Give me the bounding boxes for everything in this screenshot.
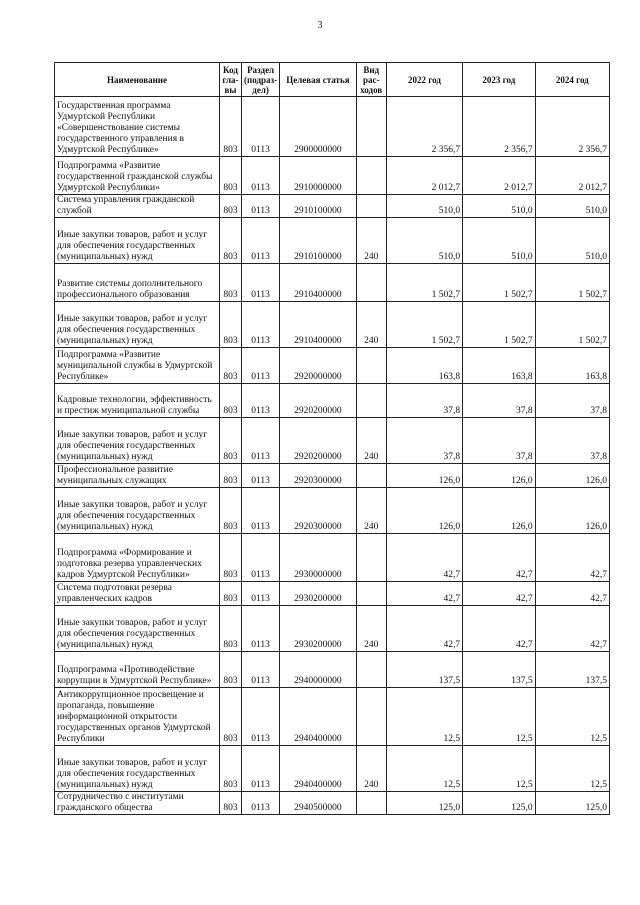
row-kind	[356, 652, 386, 688]
row-article: 2910100000	[280, 195, 356, 218]
row-kind	[356, 534, 386, 582]
row-2023: 137,5	[463, 652, 535, 688]
row-code: 803	[219, 792, 241, 815]
row-2024: 12,5	[535, 688, 609, 746]
row-section: 0113	[242, 218, 280, 264]
row-2023: 510,0	[463, 195, 535, 218]
row-2023: 163,8	[463, 348, 535, 384]
header-row	[55, 63, 610, 97]
row-kind	[356, 792, 386, 815]
row-kind	[356, 195, 386, 218]
row-article: 2940500000	[280, 792, 356, 815]
row-name: Кадровые технологии, эффективность и престиж муниципальной службы	[55, 384, 220, 418]
header-article: Целевая статья	[280, 63, 356, 97]
row-article: 2900000000	[280, 97, 356, 157]
row-2022: 510,0	[386, 195, 462, 218]
row-2023: 12,5	[463, 688, 535, 746]
row-code: 803	[219, 348, 241, 384]
row-code: 803	[219, 195, 241, 218]
row-2022: 37,8	[386, 384, 462, 418]
row-code: 803	[219, 384, 241, 418]
row-2022: 37,8	[386, 418, 462, 464]
header-code: Код гла- вы	[219, 63, 241, 97]
row-name: Иные закупки товаров, работ и услуг для обеспечения государственных (муниципальных) нужд	[55, 488, 220, 534]
row-section: 0113	[242, 157, 280, 195]
row-2023: 2 356,7	[463, 97, 535, 157]
row-article: 2910100000	[280, 218, 356, 264]
row-section: 0113	[242, 302, 280, 348]
row-2024: 510,0	[535, 218, 609, 264]
row-section: 0113	[242, 488, 280, 534]
row-name: Система подготовки резерва управленческих кадров	[55, 582, 220, 606]
row-2024: 137,5	[535, 652, 609, 688]
row-code: 803	[219, 652, 241, 688]
row-section: 0113	[242, 688, 280, 746]
row-2022: 2 356,7	[386, 97, 462, 157]
row-2022: 12,5	[386, 688, 462, 746]
row-kind	[356, 97, 386, 157]
row-article: 2920300000	[280, 488, 356, 534]
row-2022: 42,7	[386, 606, 462, 652]
row-2023: 42,7	[463, 606, 535, 652]
page-number: 3	[317, 20, 323, 31]
row-2024: 2 356,7	[535, 97, 609, 157]
row-2024: 1 502,7	[535, 302, 609, 348]
table-row	[55, 606, 610, 652]
row-section: 0113	[242, 464, 280, 488]
row-kind: 240	[356, 302, 386, 348]
row-article: 2940400000	[280, 688, 356, 746]
row-2022: 1 502,7	[386, 264, 462, 302]
table-row	[55, 218, 610, 264]
row-kind	[356, 157, 386, 195]
row-section: 0113	[242, 195, 280, 218]
table-row	[55, 792, 610, 815]
row-name: Система управления гражданской службой	[55, 195, 220, 218]
row-section: 0113	[242, 264, 280, 302]
row-2022: 163,8	[386, 348, 462, 384]
row-2024: 37,8	[535, 418, 609, 464]
row-2023: 1 502,7	[463, 302, 535, 348]
row-2024: 42,7	[535, 606, 609, 652]
row-2022: 42,7	[386, 582, 462, 606]
row-name: Государственная программа Удмуртской Республики «Совершенствование системы государственного управления в Удмуртской Республике»	[55, 97, 220, 157]
row-2024: 126,0	[535, 464, 609, 488]
row-article: 2930200000	[280, 582, 356, 606]
row-kind: 240	[356, 606, 386, 652]
row-section: 0113	[242, 384, 280, 418]
table-row	[55, 582, 610, 606]
row-2023: 2 012,7	[463, 157, 535, 195]
row-name: Иные закупки товаров, работ и услуг для обеспечения государственных (муниципальных) нужд	[55, 302, 220, 348]
row-section: 0113	[242, 534, 280, 582]
row-2024: 1 502,7	[535, 264, 609, 302]
table-row	[55, 384, 610, 418]
row-code: 803	[219, 157, 241, 195]
row-kind: 240	[356, 746, 386, 792]
header-name: Наименование	[55, 63, 220, 97]
row-2023: 42,7	[463, 534, 535, 582]
row-2023: 1 502,7	[463, 264, 535, 302]
row-kind	[356, 464, 386, 488]
row-section: 0113	[242, 418, 280, 464]
row-2022: 42,7	[386, 534, 462, 582]
row-code: 803	[219, 688, 241, 746]
table-row	[55, 348, 610, 384]
table-row	[55, 746, 610, 792]
row-2024: 126,0	[535, 488, 609, 534]
row-section: 0113	[242, 652, 280, 688]
row-name: Иные закупки товаров, работ и услуг для обеспечения государственных (муниципальных) нужд	[55, 418, 220, 464]
row-code: 803	[219, 582, 241, 606]
row-section: 0113	[242, 746, 280, 792]
row-2022: 126,0	[386, 464, 462, 488]
row-name: Профессиональное развитие муниципальных служащих	[55, 464, 220, 488]
table-row	[55, 534, 610, 582]
row-name: Подпрограмма «Формирование и подготовка резерва управленческих кадров Удмуртской Республики»	[55, 534, 220, 582]
row-code: 803	[219, 97, 241, 157]
row-section: 0113	[242, 606, 280, 652]
row-name: Сотрудничество с институтами гражданского общества	[55, 792, 220, 815]
row-name: Подпрограмма «Развитие муниципальной службы в Удмуртской Республике»	[55, 348, 220, 384]
row-name: Иные закупки товаров, работ и услуг для обеспечения государственных (муниципальных) нужд	[55, 606, 220, 652]
row-kind: 240	[356, 418, 386, 464]
table-body	[55, 97, 610, 815]
row-2024: 2 012,7	[535, 157, 609, 195]
row-2023: 125,0	[463, 792, 535, 815]
table-row	[55, 688, 610, 746]
row-kind: 240	[356, 488, 386, 534]
row-kind	[356, 688, 386, 746]
row-name: Подпрограмма «Противодействие коррупции в Удмуртской Республике»	[55, 652, 220, 688]
row-article: 2940000000	[280, 652, 356, 688]
row-section: 0113	[242, 348, 280, 384]
row-2023: 37,8	[463, 418, 535, 464]
budget-table	[54, 62, 610, 815]
row-code: 803	[219, 746, 241, 792]
header-2024: 2024 год	[535, 63, 609, 97]
row-article: 2940400000	[280, 746, 356, 792]
row-article: 2930000000	[280, 534, 356, 582]
table-row	[55, 488, 610, 534]
row-article: 2910000000	[280, 157, 356, 195]
table-row	[55, 418, 610, 464]
table-row	[55, 264, 610, 302]
row-article: 2920300000	[280, 464, 356, 488]
row-2024: 125,0	[535, 792, 609, 815]
row-code: 803	[219, 534, 241, 582]
header-kind: Вид рас- ходов	[356, 63, 386, 97]
row-name: Иные закупки товаров, работ и услуг для обеспечения государственных (муниципальных) нужд	[55, 218, 220, 264]
row-2022: 2 012,7	[386, 157, 462, 195]
row-code: 803	[219, 464, 241, 488]
row-section: 0113	[242, 792, 280, 815]
row-name: Подпрограмма «Развитие государственной гражданской службы Удмуртской Республики»	[55, 157, 220, 195]
row-name: Антикоррупционное просвещение и пропаганда, повышение информационной открытости государственных органов Удмуртской Республики	[55, 688, 220, 746]
row-name: Развитие системы дополнительного профессионального образования	[55, 264, 220, 302]
row-2024: 163,8	[535, 348, 609, 384]
row-code: 803	[219, 418, 241, 464]
row-name: Иные закупки товаров, работ и услуг для обеспечения государственных (муниципальных) нужд	[55, 746, 220, 792]
row-section: 0113	[242, 582, 280, 606]
row-article: 2920200000	[280, 418, 356, 464]
header-2023: 2023 год	[463, 63, 535, 97]
row-kind: 240	[356, 218, 386, 264]
row-2024: 42,7	[535, 534, 609, 582]
row-2022: 12,5	[386, 746, 462, 792]
row-article: 2920000000	[280, 348, 356, 384]
row-2023: 12,5	[463, 746, 535, 792]
row-2023: 37,8	[463, 384, 535, 418]
table-row	[55, 157, 610, 195]
row-article: 2910400000	[280, 302, 356, 348]
row-2024: 37,8	[535, 384, 609, 418]
row-2022: 1 502,7	[386, 302, 462, 348]
table-row	[55, 195, 610, 218]
row-code: 803	[219, 218, 241, 264]
row-2022: 137,5	[386, 652, 462, 688]
row-2024: 12,5	[535, 746, 609, 792]
table-row	[55, 464, 610, 488]
header-2022: 2022 год	[386, 63, 462, 97]
table-row	[55, 97, 610, 157]
row-article: 2920200000	[280, 384, 356, 418]
table-row	[55, 652, 610, 688]
row-2024: 42,7	[535, 582, 609, 606]
row-code: 803	[219, 264, 241, 302]
row-2022: 510,0	[386, 218, 462, 264]
row-2023: 126,0	[463, 488, 535, 534]
row-kind	[356, 582, 386, 606]
row-article: 2930200000	[280, 606, 356, 652]
row-2023: 42,7	[463, 582, 535, 606]
row-kind	[356, 348, 386, 384]
row-2022: 126,0	[386, 488, 462, 534]
row-2023: 510,0	[463, 218, 535, 264]
row-code: 803	[219, 606, 241, 652]
header-section: Раздел (подраз- дел)	[242, 63, 280, 97]
row-code: 803	[219, 488, 241, 534]
row-article: 2910400000	[280, 264, 356, 302]
table-row	[55, 302, 610, 348]
row-code: 803	[219, 302, 241, 348]
row-kind	[356, 264, 386, 302]
row-2022: 125,0	[386, 792, 462, 815]
row-2024: 510,0	[535, 195, 609, 218]
row-kind	[356, 384, 386, 418]
row-2023: 126,0	[463, 464, 535, 488]
row-section: 0113	[242, 97, 280, 157]
